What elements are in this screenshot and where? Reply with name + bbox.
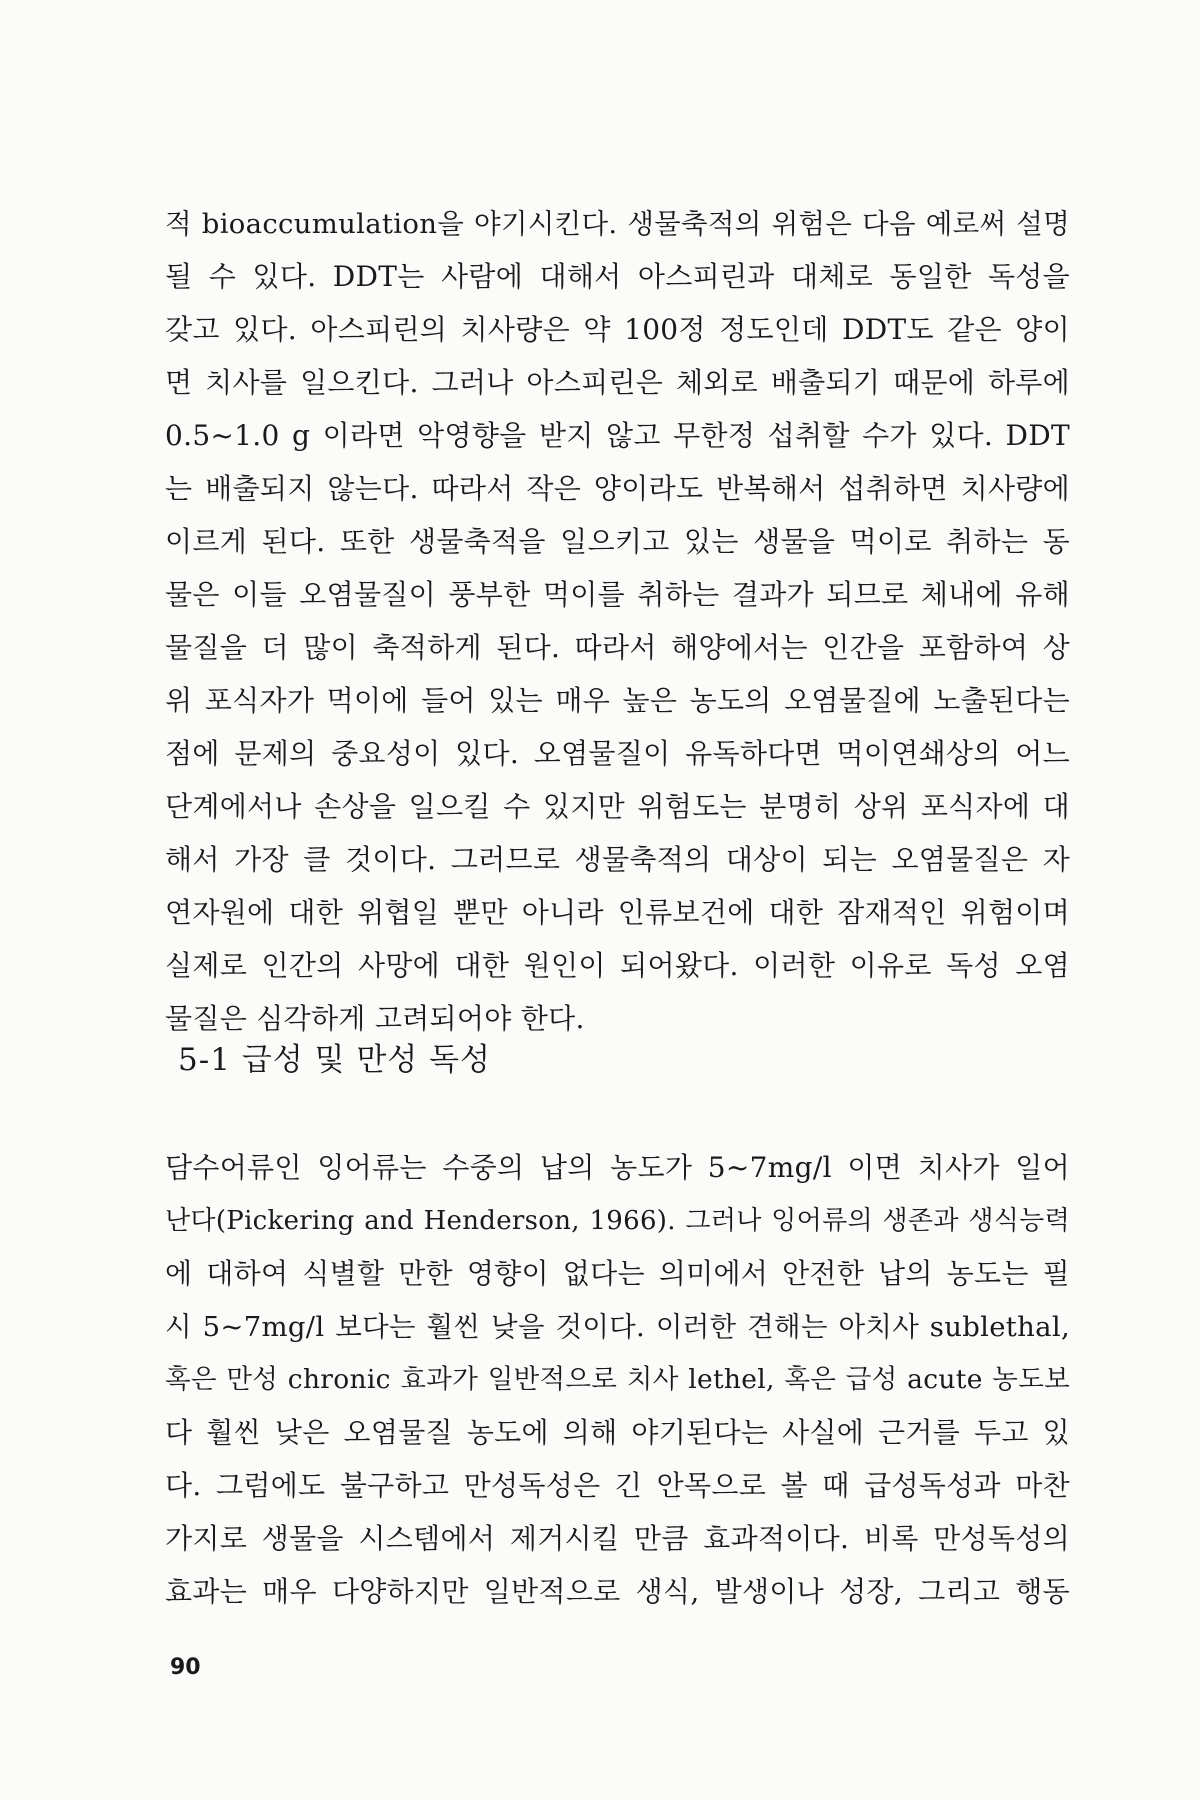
text-line: 이르게 된다. 또한 생물축적을 일으키고 있는 생물을 먹이로 취하는 동 — [165, 525, 1070, 558]
text-line: 난다(Pickering and Henderson, 1966). 그러나 잉어류의 생존과 생식능력 — [165, 1206, 1070, 1236]
section-heading: 5-1 급성 및 만성 독성 — [178, 1042, 491, 1078]
text-line: 실제로 인간의 사망에 대한 원인이 되어왔다. 이러한 이유로 독성 오염 — [165, 949, 1070, 982]
text-line: 에 대하여 식별할 만한 영향이 없다는 의미에서 안전한 납의 농도는 필 — [165, 1257, 1070, 1290]
text-line: 물은 이들 오염물질이 풍부한 먹이를 취하는 결과가 되므로 체내에 유해 — [165, 578, 1070, 611]
text-line: 적 bioaccumulation을 야기시킨다. 생물축적의 위험은 다음 예로써 설명 — [165, 208, 1070, 240]
text-line: 연자원에 대한 위협일 뿐만 아니라 인류보건에 대한 잠재적인 위험이며 — [165, 896, 1070, 929]
text-line: 효과는 매우 다양하지만 일반적으로 생식, 발생이나 성장, 그리고 행동 — [165, 1575, 1070, 1608]
text-line: 0.5~1.0 g 이라면 악영향을 받지 않고 무한정 섭취할 수가 있다. DDT — [165, 419, 1070, 452]
text-line: 혹은 만성 chronic 효과가 일반적으로 치사 lethel, 혹은 급성 acute 농도보 — [165, 1364, 1070, 1395]
text-line: 위 포식자가 먹이에 들어 있는 매우 높은 농도의 오염물질에 노출된다는 — [165, 684, 1070, 717]
text-line: 물질은 심각하게 고려되어야 한다. — [165, 1002, 585, 1035]
text-line: 해서 가장 클 것이다. 그러므로 생물축적의 대상이 되는 오염물질은 자 — [165, 843, 1070, 876]
text-line: 될 수 있다. DDT는 사람에 대해서 아스피린과 대체로 동일한 독성을 — [165, 260, 1070, 293]
text-line: 시 5~7mg/l 보다는 훨씬 낮을 것이다. 이러한 견해는 아치사 sublethal, — [165, 1311, 1070, 1343]
text-line: 가지로 생물을 시스템에서 제거시킬 만큼 효과적이다. 비록 만성독성의 — [165, 1522, 1070, 1555]
paragraph-acute-chronic-toxicity — [165, 1150, 1070, 1627]
text-line: 갖고 있다. 아스피린의 치사량은 약 100정 정도인데 DDT도 같은 양이 — [165, 313, 1070, 346]
text-line: 담수어류인 잉어류는 수중의 납의 농도가 5~7mg/l 이면 치사가 일어 — [165, 1151, 1070, 1184]
text-line: 단계에서나 손상을 일으킬 수 있지만 위험도는 분명히 상위 포식자에 대 — [165, 790, 1070, 823]
text-line: 물질을 더 많이 축적하게 된다. 따라서 해양에서는 인간을 포함하여 상 — [165, 631, 1070, 664]
text-line: 점에 문제의 중요성이 있다. 오염물질이 유독하다면 먹이연쇄상의 어느 — [165, 737, 1070, 770]
paragraph-bioaccumulation — [165, 206, 1070, 1054]
page-number: 90 — [170, 1655, 201, 1680]
text-line: 는 배출되지 않는다. 따라서 작은 양이라도 반복해서 섭취하면 치사량에 — [165, 472, 1070, 505]
text-line: 다 훨씬 낮은 오염물질 농도에 의해 야기된다는 사실에 근거를 두고 있 — [165, 1416, 1070, 1449]
text-line: 면 치사를 일으킨다. 그러나 아스피린은 체외로 배출되기 때문에 하루에 — [165, 366, 1070, 399]
text-line: 다. 그럼에도 불구하고 만성독성은 긴 안목으로 볼 때 급성독성과 마찬 — [165, 1469, 1070, 1502]
